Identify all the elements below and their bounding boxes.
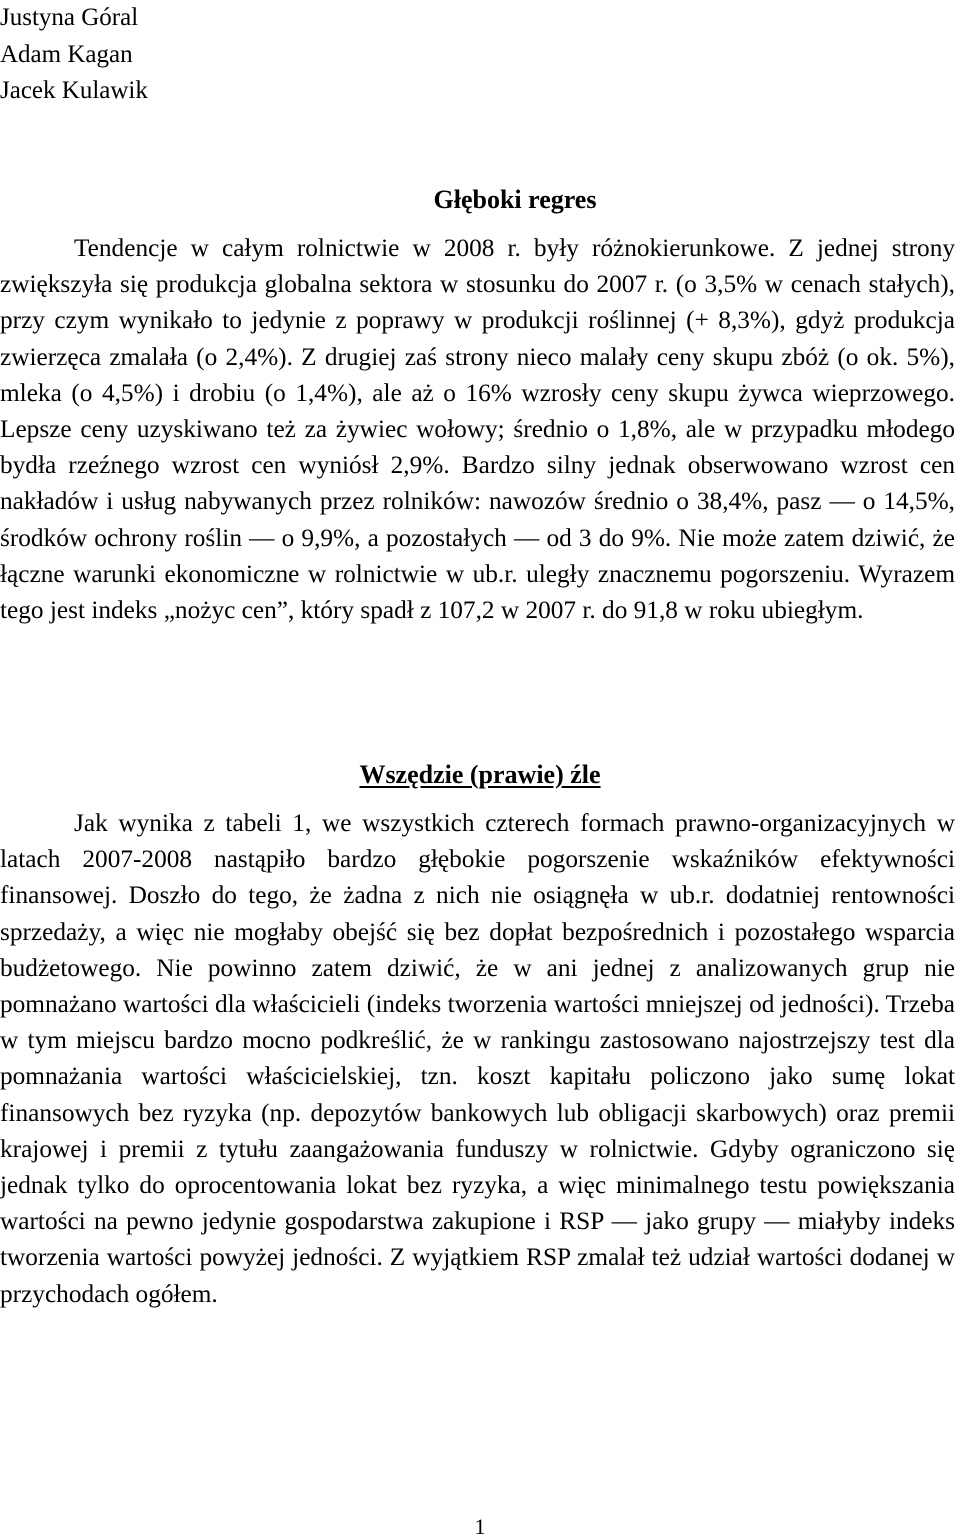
author-list [0,0,148,110]
section-heading: Wszędzie (prawie) źle [359,760,601,789]
section-heading: Głęboki regres [433,185,597,214]
author-name: Justyna Góral [0,4,139,31]
author-name: Adam Kagan [0,40,133,68]
author-name: Jacek Kulawik [0,77,148,104]
body-paragraph: Tendencje w całym rolnictwie w 2008 r. były różnokierunkowe. Z jednej strony zwiększyła się produkcja globalna sektora w stosunku do 2007 r. (o 3,5% w cenach stałych), przy czym wynikało to jedynie z poprawy w produkcji roślinnej (+ 8,3%), gdyż produkcja zwierzęca zmalała (o 2,4%). Z drugiej zaś strony nieco malały ceny skupu zbóż (o ok. 5%), mleka (o 4,5%) i drobiu (o 1,4%), ale aż o 16% wzrosły ceny skupu żywca wieprzowego. Lepsze ceny uzyskiwano też za żywiec wołowy; średnio o 1,8%, ale w przypadku młodego bydła rzeźnego wzrost cen wyniósł 2,9%. Bardzo silny jednak obserwowano wzrost cen nakładów i usług nabywanych przez rolników: nawozów średnio o 38,4%, pasz — o 14,5%, środków ochrony roślin — o 9,9%, a pozostałych — od 3 do 9%. Nie może zatem dziwić, że łączne warunki ekonomiczne w rolnictwie w ub.r. uległy znacznemu pogorszeniu. Wyrazem tego jest indeks „nożyc cen”, który spadł z 107,2 w 2007 r. do 91,8 w roku ubiegłym. [0,234,955,625]
body-paragraph: Jak wynika z tabeli 1, we wszystkich czterech formach prawno-organizacyjnych w latach 2007-2008 nastąpiło bardzo głębokie pogorszenie wskaźników efektywności finansowej. Doszło do tego, że żadna z nich nie osiągnęła w ub.r. dodatniej rentowności sprzedaży, a więc nie mogłaby obejść się bez dopłat bezpośrednich i pozostałego wsparcia budżetowego. Nie powinno zatem dziwić, że w ani jednej z analizowanych grup nie pomnażano wartości dla właścicieli (indeks tworzenia wartości mniejszej od jedności). Trzeba w tym miejscu bardzo mocno podkreślić, że w rankingu zastosowano najostrzejszy test dla pomnażania wartości właścicielskiej, tzn. koszt kapitału policzono jako sumę lokat finansowych bez ryzyka (np. depozytów bankowych lub obligacji skarbowych) oraz premii krajowej i premii z tytułu zaangażowania funduszy w rolnictwie. Gdyby ograniczono się jednak tylko do oprocentowania lokat bez ryzyka, a więc minimalnego testu powiększania wartości na pewno jedynie gospodarstwa zakupione i RSP — jako grupy — miałyby indeks tworzenia wartości powyżej jedności. Z wyjątkiem RSP zmalał też udział wartości dodanej w przychodach ogółem. [0,809,955,1308]
page-number: 1 [474,1514,486,1539]
